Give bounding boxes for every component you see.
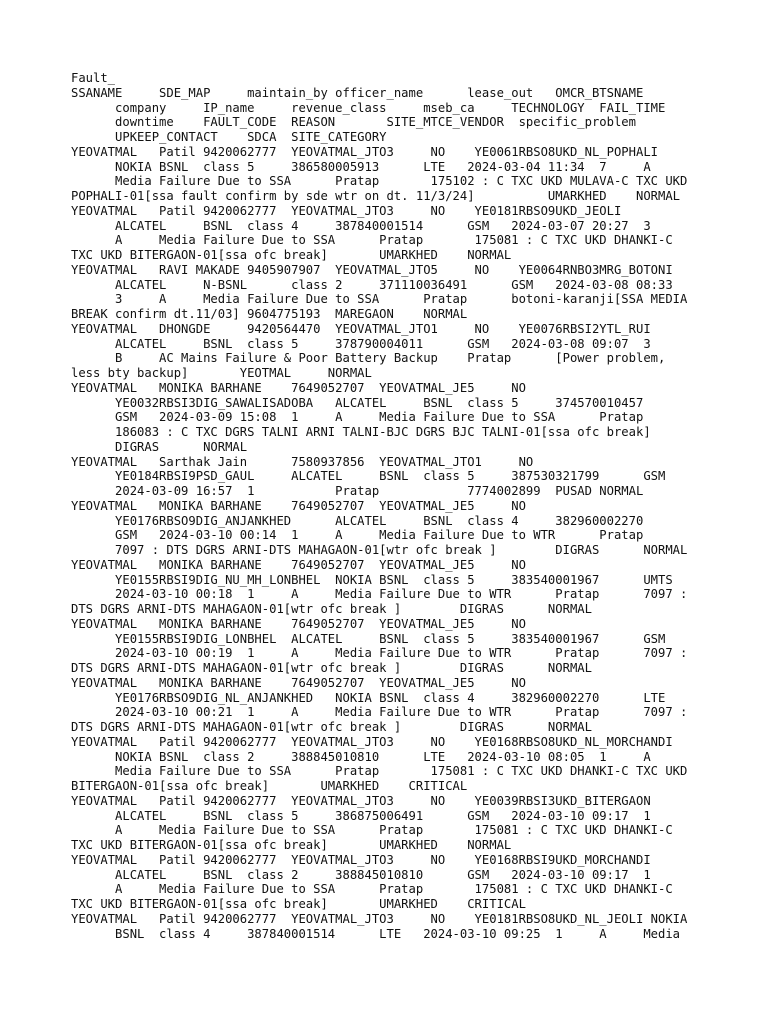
report-line: ALCATEL BSNL class 5 386875006491 GSM 2024-03-10 09:17 1 bbox=[71, 808, 651, 823]
report-line: YE0176RBSO9DIG_ANJANKHED ALCATEL BSNL class 4 382960002270 bbox=[71, 513, 644, 528]
fault-report-text bbox=[71, 71, 751, 941]
report-line: ALCATEL BSNL class 5 378790004011 GSM 2024-03-08 09:07 3 bbox=[71, 336, 651, 351]
report-line: YE0155RBSI9DIG_LONBHEL ALCATEL BSNL class 5 383540001967 GSM bbox=[71, 631, 666, 646]
report-line: NOKIA BSNL class 5 386580005913 LTE 2024-03-04 11:34 7 A bbox=[71, 159, 651, 174]
report-line: YEOVATMAL Patil 9420062777 YEOVATMAL_JTO3 NO YE0039RBSI3UKD_BITERGAON bbox=[71, 793, 651, 808]
report-line: POPHALI-01[ssa fault confirm by sde wtr on dt. 11/3/24] UMARKHED NORMAL bbox=[71, 189, 681, 203]
report-line: SSANAME SDE_MAP maintain_by officer_name lease_out OMCR_BTSNAME bbox=[71, 85, 644, 100]
report-line: YE0155RBSI9DIG_NU_MH_LONBHEL NOKIA BSNL class 5 383540001967 UMTS bbox=[71, 572, 673, 587]
report-line: YEOVATMAL MONIKA BARHANE 7649052707 YEOVATMAL_JE5 NO bbox=[71, 380, 526, 395]
report-line: YEOVATMAL MONIKA BARHANE 7649052707 YEOVATMAL_JE5 NO bbox=[71, 616, 526, 631]
report-line: downtime FAULT_CODE REASON SITE_MTCE_VENDOR specific_problem bbox=[71, 115, 636, 130]
report-line: 3 A Media Failure Due to SSA Pratap botoni-karanji[SSA MEDIA bbox=[71, 292, 688, 307]
report-line: YEOVATMAL RAVI MAKADE 9405907907 YEOVATMAL_JTO5 NO YE0064RNBO3MRG_BOTONI bbox=[71, 262, 673, 277]
report-line: YEOVATMAL Sarthak Jain 7580937856 YEOVATMAL_JTO1 NO bbox=[71, 454, 534, 469]
report-line: DTS DGRS ARNI-DTS MAHAGAON-01[wtr ofc break ] DIGRAS NORMAL bbox=[71, 661, 592, 675]
report-line: 2024-03-10 00:18 1 A Media Failure Due to WTR Pratap 7097 : bbox=[71, 587, 688, 602]
report-line: ALCATEL BSNL class 2 388845010810 GSM 2024-03-10 09:17 1 bbox=[71, 867, 651, 882]
report-line: YEOVATMAL Patil 9420062777 YEOVATMAL_JTO3 NO YE0061RBSO8UKD_NL_POPHALI bbox=[71, 144, 658, 159]
report-line: Media Failure Due to SSA Pratap 175102 : C TXC UKD MULAVA-C TXC UKD bbox=[71, 174, 688, 189]
report-line: YEOVATMAL DHONGDE 9420564470 YEOVATMAL_JTO1 NO YE0076RBSI2YTL_RUI bbox=[71, 321, 651, 336]
report-line: YEOVATMAL Patil 9420062777 YEOVATMAL_JTO3 NO YE0181RBSO8UKD_NL_JEOLI NOKIA bbox=[71, 911, 688, 926]
report-line: TXC UKD BITERGAON-01[ssa ofc break] UMARKHED CRITICAL bbox=[71, 897, 526, 911]
report-line: Media Failure Due to SSA Pratap 175081 : C TXC UKD DHANKI-C TXC UKD bbox=[71, 764, 688, 779]
report-line: YEOVATMAL MONIKA BARHANE 7649052707 YEOVATMAL_JE5 NO bbox=[71, 557, 526, 572]
report-line: 186083 : C TXC DGRS TALNI ARNI TALNI-BJC DGRS BJC TALNI-01[ssa ofc break] bbox=[71, 425, 651, 439]
report-line: YEOVATMAL Patil 9420062777 YEOVATMAL_JTO3 NO YE0181RBSO9UKD_JEOLI bbox=[71, 203, 622, 218]
report-line: 2024-03-10 00:19 1 A Media Failure Due to WTR Pratap 7097 : bbox=[71, 646, 688, 661]
report-line: YEOVATMAL MONIKA BARHANE 7649052707 YEOVATMAL_JE5 NO bbox=[71, 498, 526, 513]
report-line: ALCATEL BSNL class 4 387840001514 GSM 2024-03-07 20:27 3 bbox=[71, 218, 651, 233]
report-line: YE0176RBSO9DIG_NL_ANJANKHED NOKIA BSNL class 4 382960002270 LTE bbox=[71, 690, 666, 705]
report-line: YEOVATMAL Patil 9420062777 YEOVATMAL_JTO3 NO YE0168RBSO8UKD_NL_MORCHANDI bbox=[71, 734, 673, 749]
report-line: company IP_name revenue_class mseb_ca TECHNOLOGY FAIL_TIME bbox=[71, 100, 666, 115]
report-line: YE0032RBSI3DIG_SAWALISADOBA ALCATEL BSNL class 5 374570010457 bbox=[71, 395, 644, 410]
report-line: Fault_ bbox=[71, 71, 116, 85]
report-line: TXC UKD BITERGAON-01[ssa ofc break] UMARKHED NORMAL bbox=[71, 838, 512, 852]
report-line: YEOVATMAL Patil 9420062777 YEOVATMAL_JTO3 NO YE0168RBSI9UKD_MORCHANDI bbox=[71, 852, 651, 867]
report-line: A Media Failure Due to SSA Pratap 175081 : C TXC UKD DHANKI-C bbox=[71, 823, 673, 838]
report-line: NOKIA BSNL class 2 388845010810 LTE 2024-03-10 08:05 1 A bbox=[71, 749, 651, 764]
report-line: A Media Failure Due to SSA Pratap 175081 : C TXC UKD DHANKI-C bbox=[71, 233, 673, 248]
report-line: less bty backup] YEOTMAL NORMAL bbox=[71, 366, 372, 380]
report-line: TXC UKD BITERGAON-01[ssa ofc break] UMARKHED NORMAL bbox=[71, 248, 512, 262]
report-line: BITERGAON-01[ssa ofc break] UMARKHED CRITICAL bbox=[71, 779, 468, 793]
report-line: GSM 2024-03-09 15:08 1 A Media Failure Due to SSA Pratap bbox=[71, 410, 644, 425]
report-line: B AC Mains Failure & Poor Battery Backup Pratap [Power problem, bbox=[71, 351, 666, 366]
report-line: GSM 2024-03-10 00:14 1 A Media Failure Due to WTR Pratap bbox=[71, 528, 644, 543]
report-line: YE0184RBSI9PSD_GAUL ALCATEL BSNL class 5 387530321799 GSM bbox=[71, 469, 666, 484]
report-line: ALCATEL N-BSNL class 2 371110036491 GSM 2024-03-08 08:33 bbox=[71, 277, 673, 292]
report-line: A Media Failure Due to SSA Pratap 175081 : C TXC UKD DHANKI-C bbox=[71, 882, 673, 897]
report-line: 7097 : DTS DGRS ARNI-DTS MAHAGAON-01[wtr ofc break ] DIGRAS NORMAL bbox=[71, 543, 688, 557]
report-line: UPKEEP_CONTACT SDCA SITE_CATEGORY bbox=[71, 130, 387, 144]
report-line: 2024-03-10 00:21 1 A Media Failure Due to WTR Pratap 7097 : bbox=[71, 705, 688, 720]
report-line: YEOVATMAL MONIKA BARHANE 7649052707 YEOVATMAL_JE5 NO bbox=[71, 675, 526, 690]
report-line: DTS DGRS ARNI-DTS MAHAGAON-01[wtr ofc break ] DIGRAS NORMAL bbox=[71, 602, 592, 616]
report-line: DIGRAS NORMAL bbox=[71, 439, 248, 454]
report-line: BREAK confirm dt.11/03] 9604775193 MAREGAON NORMAL bbox=[71, 307, 468, 321]
report-line: DTS DGRS ARNI-DTS MAHAGAON-01[wtr ofc break ] DIGRAS NORMAL bbox=[71, 720, 592, 734]
report-line: 2024-03-09 16:57 1 Pratap 7774002899 PUSAD NORMAL bbox=[71, 484, 644, 498]
report-line: BSNL class 4 387840001514 LTE 2024-03-10 09:25 1 A Media bbox=[71, 926, 681, 941]
